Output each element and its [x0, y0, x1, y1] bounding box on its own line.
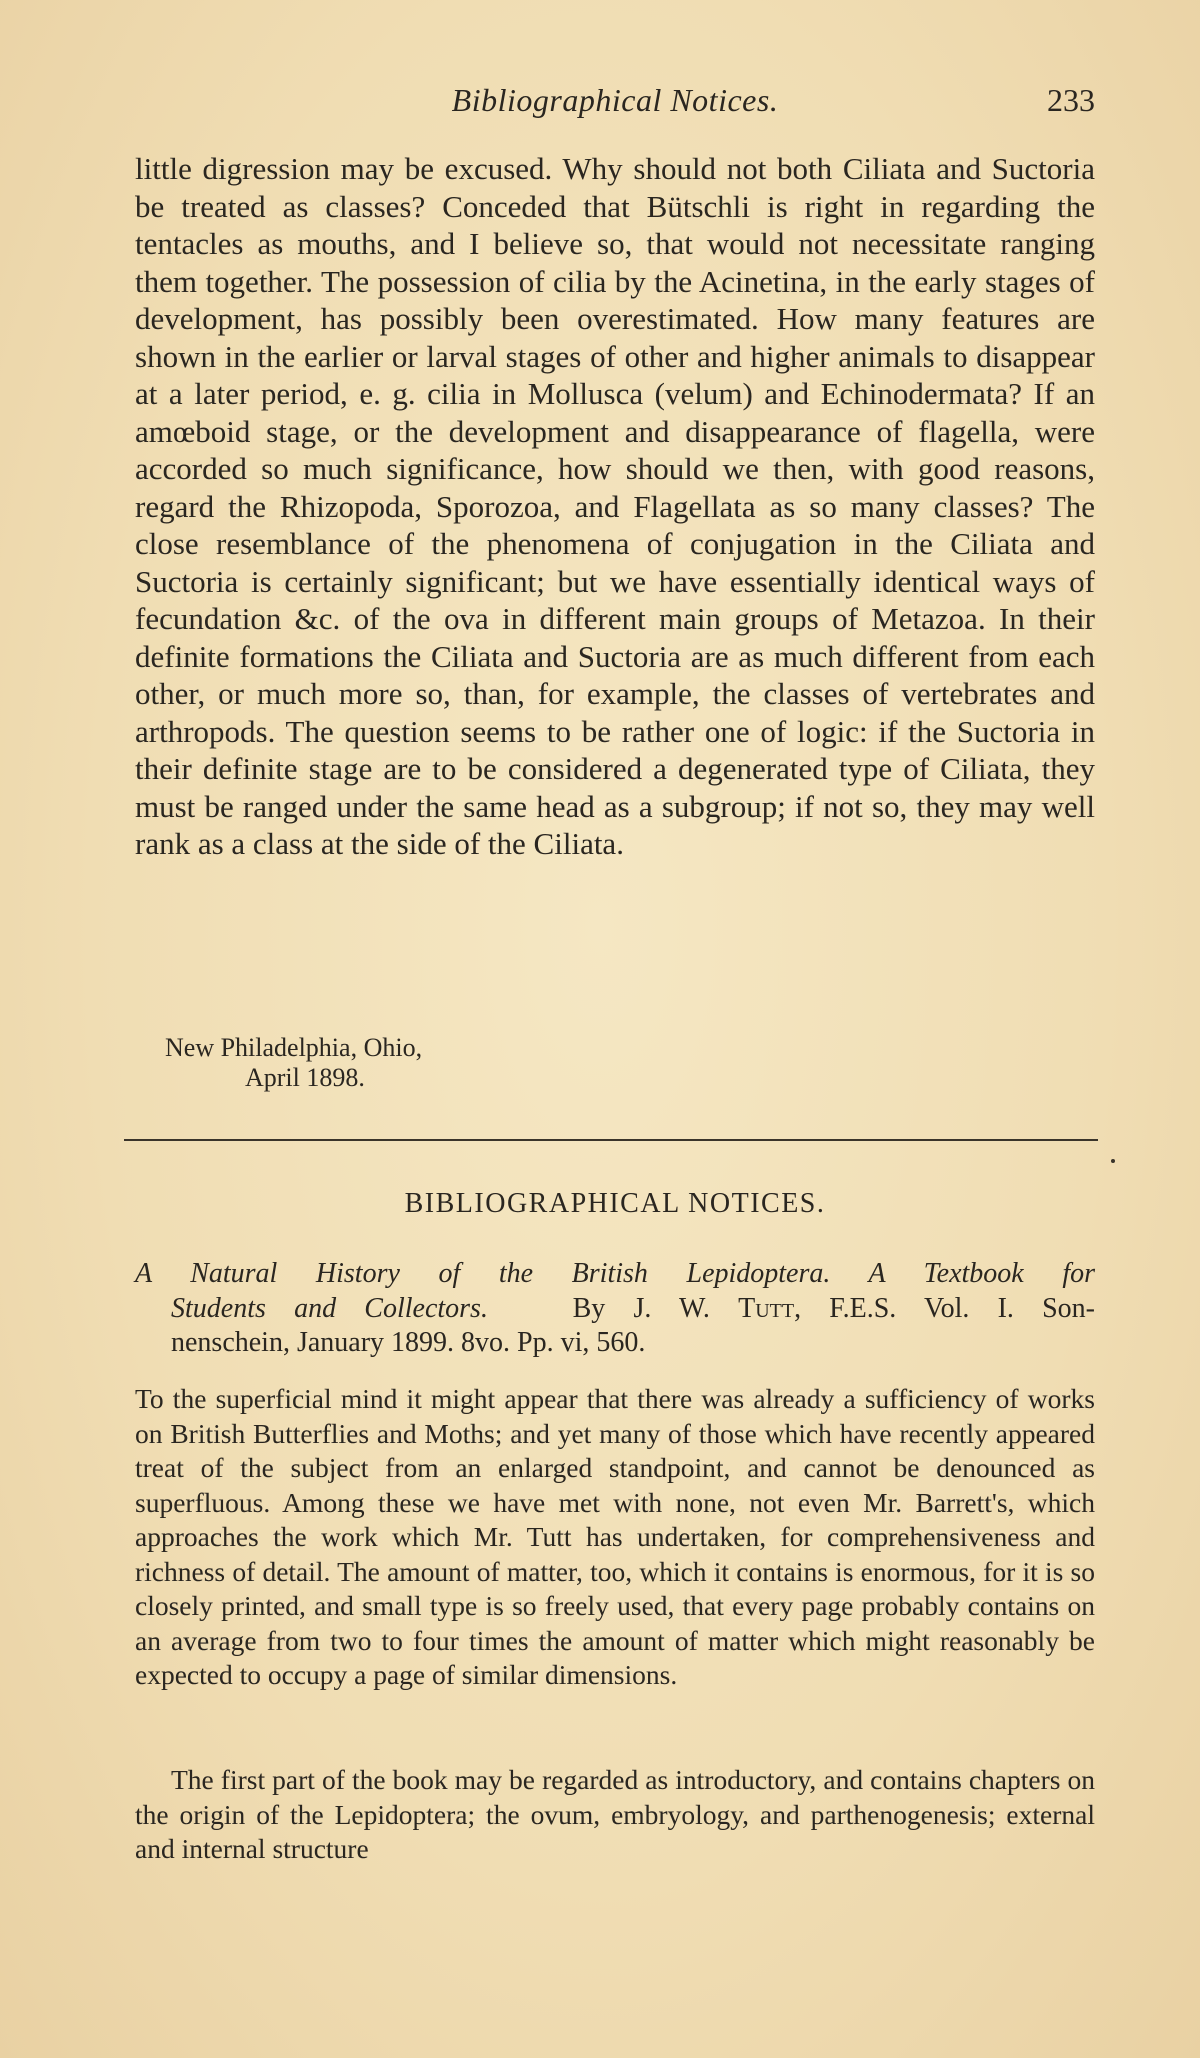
signature-place: New Philadelphia, Ohio, — [165, 1033, 423, 1062]
citation-line-2-rest: , F.E.S. Vol. I. Son- — [794, 1292, 1095, 1324]
section-divider — [124, 1139, 1098, 1141]
citation-by: By J. W. — [572, 1292, 710, 1324]
page-number: 233 — [1047, 82, 1095, 118]
review-paragraph-2: The first part of the book may be regarded as introductory, and contains chapters on the origin of the Lepidoptera; the ovum, embryology, and parthenogenesis; external and internal structure — [135, 1764, 1095, 1864]
review-paragraph-1: To the superficial mind it might appear that there was already a sufficiency of works on British Butterflies and Moths; and yet many of those which have recently appeared treat of the subject from an enlarged standpoint, and cannot be denounced as superfluous. Among these we have met with none, not even Mr. Barrett's, which approaches the work which Mr. Tutt has undertaken, for comprehensiveness and richness of detail. The amount of matter, too, which it contains is enormous, for it is so closely printed, and small type is so freely used, that every page probably contains on an average from two to four times the amount of matter which might reasonably be expected to occupy a page of similar dimensions. — [135, 1383, 1095, 1690]
running-title: Bibliographical Notices. — [451, 82, 779, 118]
running-header — [135, 82, 1095, 122]
citation-author: Tutt — [738, 1292, 795, 1324]
citation-title-line: A Natural History of the British Lepidoptera. A Textbook for — [135, 1258, 1095, 1289]
section-heading: BIBLIOGRAPHICAL NOTICES. — [404, 1188, 826, 1219]
body-paragraph: little digression may be excused. Why should not both Ciliata and Suctoria be treated as classes? Conceded that Bütschli is right in regarding the tentacles as mouths, and I believe so, that would not necessitate ranging them together. The possession of cilia by the Acinetina, in the early stages of development, has possibly been overestimated. How many features are shown in the earlier or larval stages of other and higher animals to disappear at a later period, e. g. cilia in Mollusca (velum) and Echinodermata? If an amœboid stage, or the development and disappearance of flagella, were accorded so much significance, how should we then, with good reasons, regard the Rhizopoda, Sporozoa, and Flagellata as so many classes? The close resemblance of the phenomena of conjugation in the Ciliata and Suctoria is certainly significant; but we have essentially identical ways of fecundation &c. of the ova in different main groups of Metazoa. In their definite formations the Ciliata and Suctoria are as much different from each other, or much more so, than, for example, the classes of vertebrates and arthropods. The question seems to be rather one of logic: if the Suctoria in their definite stage are to be considered a degenerated type of Ciliata, they must be ranged under the same head as a subgroup; if not so, they may well rank as a class at the side of the Ciliata. — [135, 151, 1095, 861]
book-citation — [135, 1257, 1095, 1361]
citation-publisher-line: nenschein, January 1899. 8vo. Pp. vi, 560. — [171, 1327, 646, 1358]
citation-line-2 — [135, 1292, 1095, 1327]
citation-subtitle: Students and Collectors. — [171, 1292, 488, 1324]
signature-date: April 1898. — [245, 1063, 365, 1092]
print-speck — [1111, 1159, 1115, 1163]
